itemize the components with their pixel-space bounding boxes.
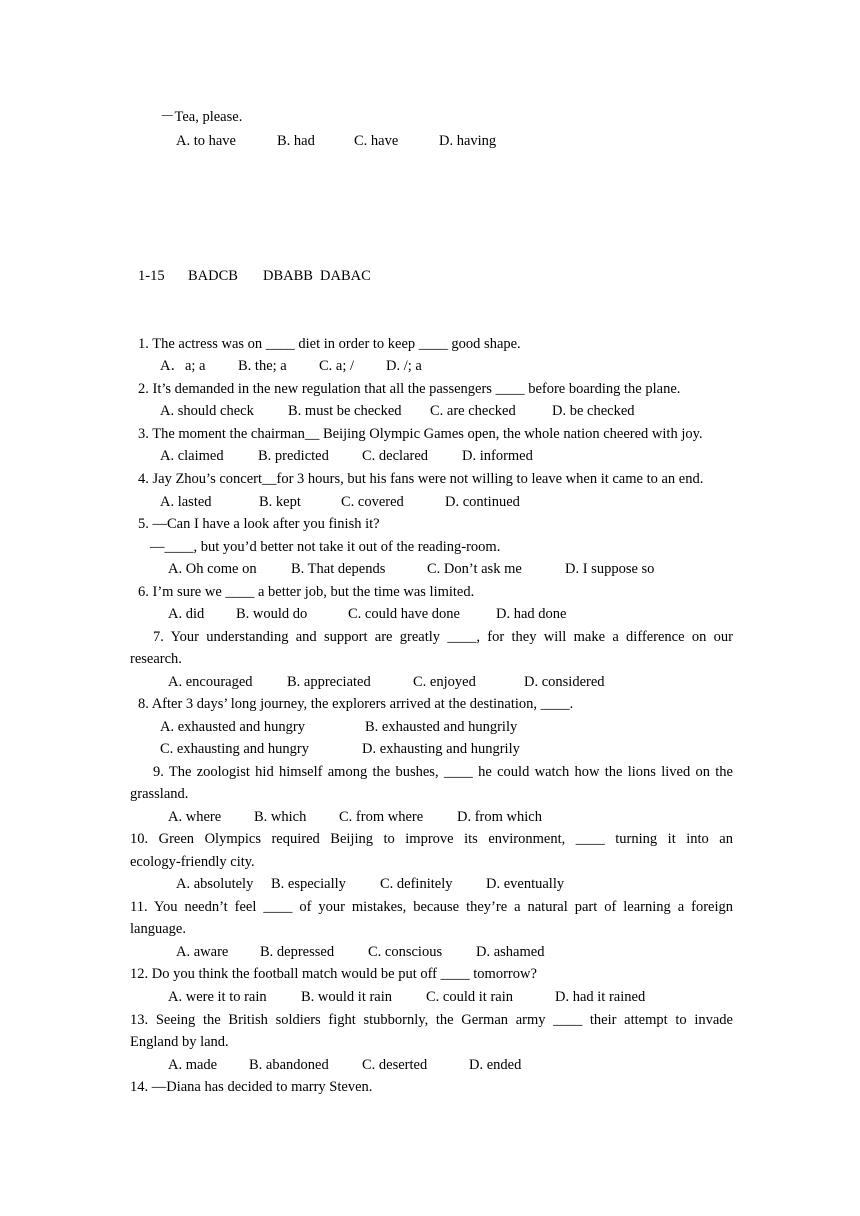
question-options: [160, 356, 422, 376]
option-c: C. from where: [339, 809, 424, 825]
question-stem-continuation: research.: [130, 651, 182, 667]
question-stem-continuation: language.: [130, 921, 186, 937]
option-a: A．a; a: [160, 358, 206, 374]
option-c: C. Don’t ask me: [427, 561, 522, 577]
option-c: C. are checked: [430, 403, 516, 419]
question-stem-continuation: grassland.: [130, 786, 189, 802]
option-a: A. were it to rain: [168, 989, 267, 1005]
question-options: [160, 401, 635, 421]
option-a: A. did: [168, 606, 205, 622]
question-stem: 4. Jay Zhou’s concert__for 3 hours, but his fans were not willing to leave when it came to an end.: [138, 471, 704, 487]
option-d: D. from which: [457, 809, 542, 825]
option-d: D. had done: [496, 606, 567, 622]
question-options: [176, 874, 564, 894]
option-a: A. claimed: [160, 448, 224, 464]
option-b: B. especially: [271, 876, 346, 892]
question-stem-continuation: ecology-friendly city.: [130, 854, 255, 870]
option-d: D. considered: [524, 674, 605, 690]
option-b: B. would it rain: [301, 989, 393, 1005]
option-b: B. which: [254, 809, 307, 825]
option-d: D. I suppose so: [565, 561, 655, 577]
option-b: B. predicted: [258, 448, 329, 464]
question-stem: 12. Do you think the football match would be put off ____ tomorrow?: [130, 966, 537, 982]
option-b: B. kept: [259, 494, 301, 510]
question-stem: 6. I’m sure we ____ a better job, but the time was limited.: [138, 584, 475, 600]
answer-range: 1-15: [138, 268, 165, 284]
option-d: D. continued: [445, 494, 520, 510]
question-options: [160, 446, 533, 466]
option-a: A. aware: [176, 944, 229, 960]
option-d: D. be checked: [552, 403, 635, 419]
option-a: A. where: [168, 809, 222, 825]
answer-key: [138, 266, 371, 286]
question-options: [168, 807, 542, 827]
option-b: B. appreciated: [287, 674, 371, 690]
answer-group: BADCB: [188, 268, 238, 284]
option-d: D. eventually: [486, 876, 565, 892]
question-stem-continuation: England by land.: [130, 1034, 229, 1050]
question-options: [168, 559, 654, 579]
option-d: D. exhausting and hungrily: [362, 741, 520, 757]
option-a: A. encouraged: [168, 674, 253, 690]
question-options: [160, 717, 517, 737]
option-d: D. /; a: [386, 358, 422, 374]
question-options: [168, 987, 645, 1007]
dialogue-reply: －Tea, please.: [160, 109, 243, 125]
option-a: A. exhausted and hungry: [160, 719, 305, 735]
option-a: A. made: [168, 1057, 218, 1073]
answer-group: DBABB: [263, 268, 313, 284]
option-c: C. definitely: [380, 876, 453, 892]
option-d: D. ashamed: [476, 944, 545, 960]
option-d: D. informed: [462, 448, 533, 464]
option-c: C. deserted: [362, 1057, 428, 1073]
option-c: C. have: [354, 133, 399, 149]
question-stem: 13. Seeing the British soldiers fight stubbornly, the German army ____ their attempt to invade: [130, 1012, 733, 1028]
option-d: D. having: [439, 133, 497, 149]
option-b: B. depressed: [260, 944, 335, 960]
option-a: A. absolutely: [176, 876, 254, 892]
question-options: [176, 942, 544, 962]
question-stem: 14. —Diana has decided to marry Steven.: [130, 1079, 373, 1095]
option-c: C. declared: [362, 448, 429, 464]
option-b: B. exhausted and hungrily: [365, 719, 518, 735]
question-options: [160, 492, 520, 512]
question-stem: 2. It’s demanded in the new regulation that all the passengers ____ before boarding the plane.: [138, 381, 681, 397]
option-c: C. could have done: [348, 606, 460, 622]
question-stem: 7. Your understanding and support are greatly ____, for they will make a difference on our: [153, 629, 733, 645]
question-options: [160, 739, 520, 759]
option-b: B. the; a: [238, 358, 287, 374]
option-a: A. to have: [176, 133, 236, 149]
option-d: D. had it rained: [555, 989, 646, 1005]
question-options: [168, 1055, 521, 1075]
option-a: A. should check: [160, 403, 254, 419]
option-d: D. ended: [469, 1057, 522, 1073]
option-c: C. covered: [341, 494, 404, 510]
question-stem: 10. Green Olympics required Beijing to improve its environment, ____ turning it into an: [130, 831, 733, 847]
question-stem: 5. —Can I have a look after you finish it?: [138, 516, 380, 532]
question-stem: 11. You needn’t feel ____ of your mistakes, because they’re a natural part of learning a foreign: [130, 899, 733, 915]
question-options: [168, 672, 605, 692]
option-b: B. That depends: [291, 561, 386, 577]
option-c: C. enjoyed: [413, 674, 476, 690]
option-c: C. exhausting and hungry: [160, 741, 310, 757]
option-a: A. lasted: [160, 494, 212, 510]
question-stem: 9. The zoologist hid himself among the bushes, ____ he could watch how the lions lived on the: [153, 764, 733, 780]
question-stem: 3. The moment the chairman__ Beijing Olympic Games open, the whole nation cheered with joy.: [138, 426, 703, 442]
option-b: B. had: [277, 133, 315, 149]
option-a: A. Oh come on: [168, 561, 257, 577]
question-stem: 8. After 3 days’ long journey, the explorers arrived at the destination, ____.: [138, 696, 574, 712]
option-b: B. would do: [236, 606, 308, 622]
question-options: [168, 604, 566, 624]
option-c: C. a; /: [319, 358, 355, 374]
option-c: C. could it rain: [426, 989, 513, 1005]
question-stem: 1. The actress was on ____ diet in order to keep ____ good shape.: [138, 336, 521, 352]
answer-group: DABAC: [320, 268, 371, 284]
option-b: B. must be checked: [288, 403, 402, 419]
carry-options: [176, 131, 496, 151]
option-c: C. conscious: [368, 944, 443, 960]
option-b: B. abandoned: [249, 1057, 329, 1073]
question-stem-continuation: —____, but you’d better not take it out of the reading-room.: [150, 539, 501, 555]
